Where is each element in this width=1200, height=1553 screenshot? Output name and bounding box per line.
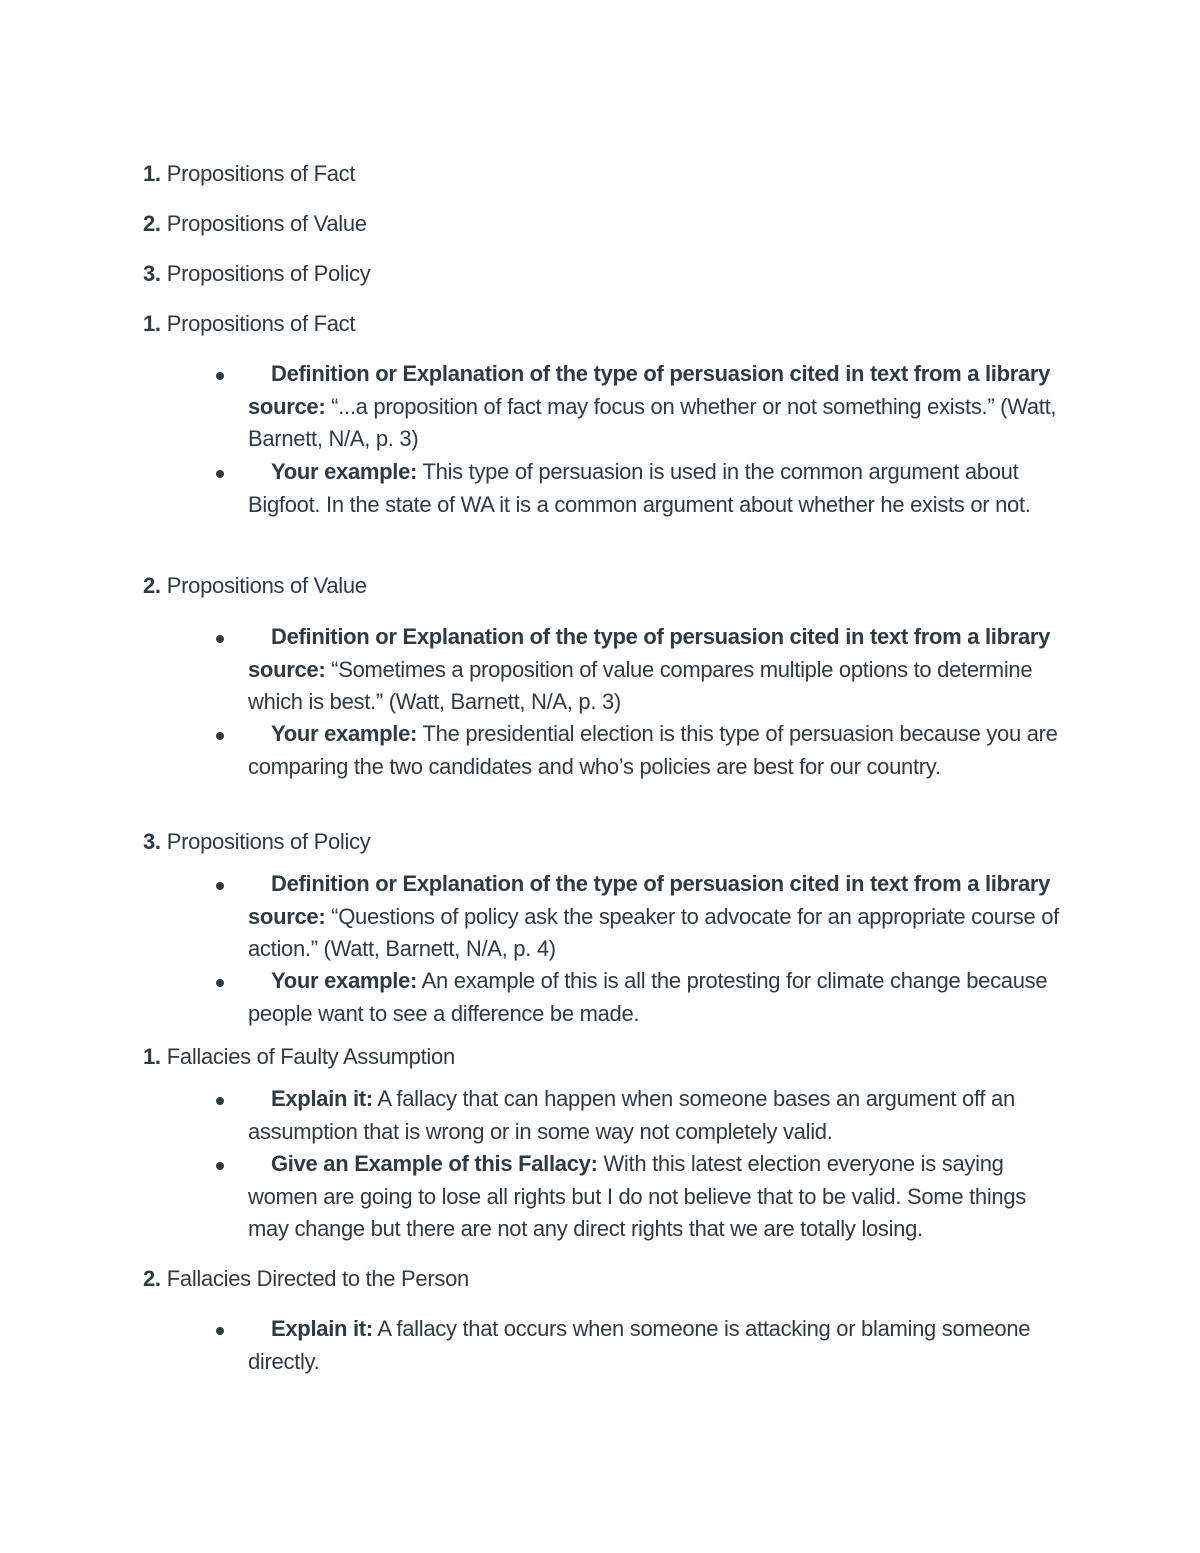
heading-number: 1. — [143, 161, 161, 186]
heading-propositions-of-value — [143, 209, 367, 239]
bullet-lead: Your example: — [271, 721, 418, 746]
bullet-lead: Your example: — [271, 968, 418, 993]
heading-text: Propositions of Value — [166, 211, 367, 236]
bullet-value-definition — [248, 621, 1063, 719]
heading-number: 3. — [143, 261, 161, 286]
bullet-dot-icon — [216, 1097, 224, 1105]
bullet-text: The presidential election is this type of persuasion because you are comparing the two candidates and who’s policies are best for our country. — [248, 721, 1058, 779]
bullet-text: This type of persuasion is used in the common argument about Bigfoot. In the state of WA it is a common argument about whether he exists or not. — [248, 459, 1031, 517]
bullet-text: An example of this is all the protesting for climate change because people want to see a difference be made. — [248, 968, 1048, 1026]
bullet-assumption-example — [248, 1148, 1063, 1246]
section-heading-fact — [143, 309, 355, 339]
heading-number: 1. — [143, 1044, 161, 1069]
heading-number: 3. — [143, 829, 161, 854]
bullet-dot-icon — [216, 635, 224, 643]
heading-number: 2. — [143, 1266, 161, 1291]
bullet-lead: Explain it: — [271, 1316, 373, 1341]
bullet-text: “Sometimes a proposition of value compares multiple options to determine which is best.” (Watt, Barnett, N/A, p. 3) — [248, 656, 1033, 714]
bullet-dot-icon — [216, 1162, 224, 1170]
heading-propositions-of-fact — [143, 159, 355, 189]
bullet-policy-example — [248, 965, 1063, 1030]
bullet-text: A fallacy that occurs when someone is attacking or blaming someone directly. — [248, 1316, 1031, 1374]
heading-text: Propositions of Policy — [166, 261, 371, 286]
bullet-text: A fallacy that can happen when someone bases an argument off an assumption that is wrong or in some way not completely valid. — [248, 1086, 1015, 1144]
bullet-person-explain — [248, 1313, 1063, 1378]
bullet-lead: Your example: — [271, 459, 418, 484]
bullet-assumption-explain — [248, 1083, 1063, 1148]
heading-text: Fallacies of Faulty Assumption — [166, 1044, 455, 1069]
bullet-dot-icon — [216, 470, 224, 478]
bullet-dot-icon — [216, 882, 224, 890]
bullet-text: “Questions of policy ask the speaker to advocate for an appropriate course of action.” (Watt, Barnett, N/A, p. 4) — [248, 903, 1059, 961]
heading-text: Propositions of Fact — [166, 161, 356, 186]
heading-text: Fallacies Directed to the Person — [166, 1266, 469, 1291]
heading-propositions-of-policy — [143, 259, 370, 289]
bullet-lead: Definition or Explanation of the type of persuasion cited in text from a library source: — [248, 624, 1051, 682]
section-heading-value — [143, 571, 367, 601]
heading-text: Propositions of Value — [166, 573, 367, 598]
heading-number: 2. — [143, 573, 161, 598]
bullet-dot-icon — [216, 979, 224, 987]
heading-number: 2. — [143, 211, 161, 236]
bullet-text: With this latest election everyone is saying women are going to lose all rights but I do not believe that to be valid. Some things may change but there are not any direct rights that we are totally losing. — [248, 1151, 1026, 1241]
bullet-policy-definition — [248, 868, 1063, 966]
bullet-dot-icon — [216, 1327, 224, 1335]
bullet-lead: Give an Example of this Fallacy: — [271, 1151, 598, 1176]
section-heading-directed-to-person — [143, 1264, 469, 1294]
bullet-dot-icon — [216, 372, 224, 380]
bullet-value-example — [248, 718, 1063, 783]
bullet-dot-icon — [216, 732, 224, 740]
heading-number: 1. — [143, 311, 161, 336]
bullet-lead: Definition or Explanation of the type of persuasion cited in text from a library source: — [248, 361, 1051, 419]
heading-text: Propositions of Policy — [166, 829, 371, 854]
bullet-lead: Definition or Explanation of the type of persuasion cited in text from a library source: — [248, 871, 1051, 929]
bullet-fact-example — [248, 456, 1063, 521]
bullet-text: “...a proposition of fact may focus on whether or not something exists.” (Watt, Barnett, N/A, p. 3) — [248, 393, 1057, 451]
bullet-fact-definition — [248, 358, 1063, 456]
section-heading-policy — [143, 827, 370, 857]
section-heading-faulty-assumption — [143, 1042, 455, 1072]
heading-text: Propositions of Fact — [166, 311, 356, 336]
bullet-lead: Explain it: — [271, 1086, 373, 1111]
